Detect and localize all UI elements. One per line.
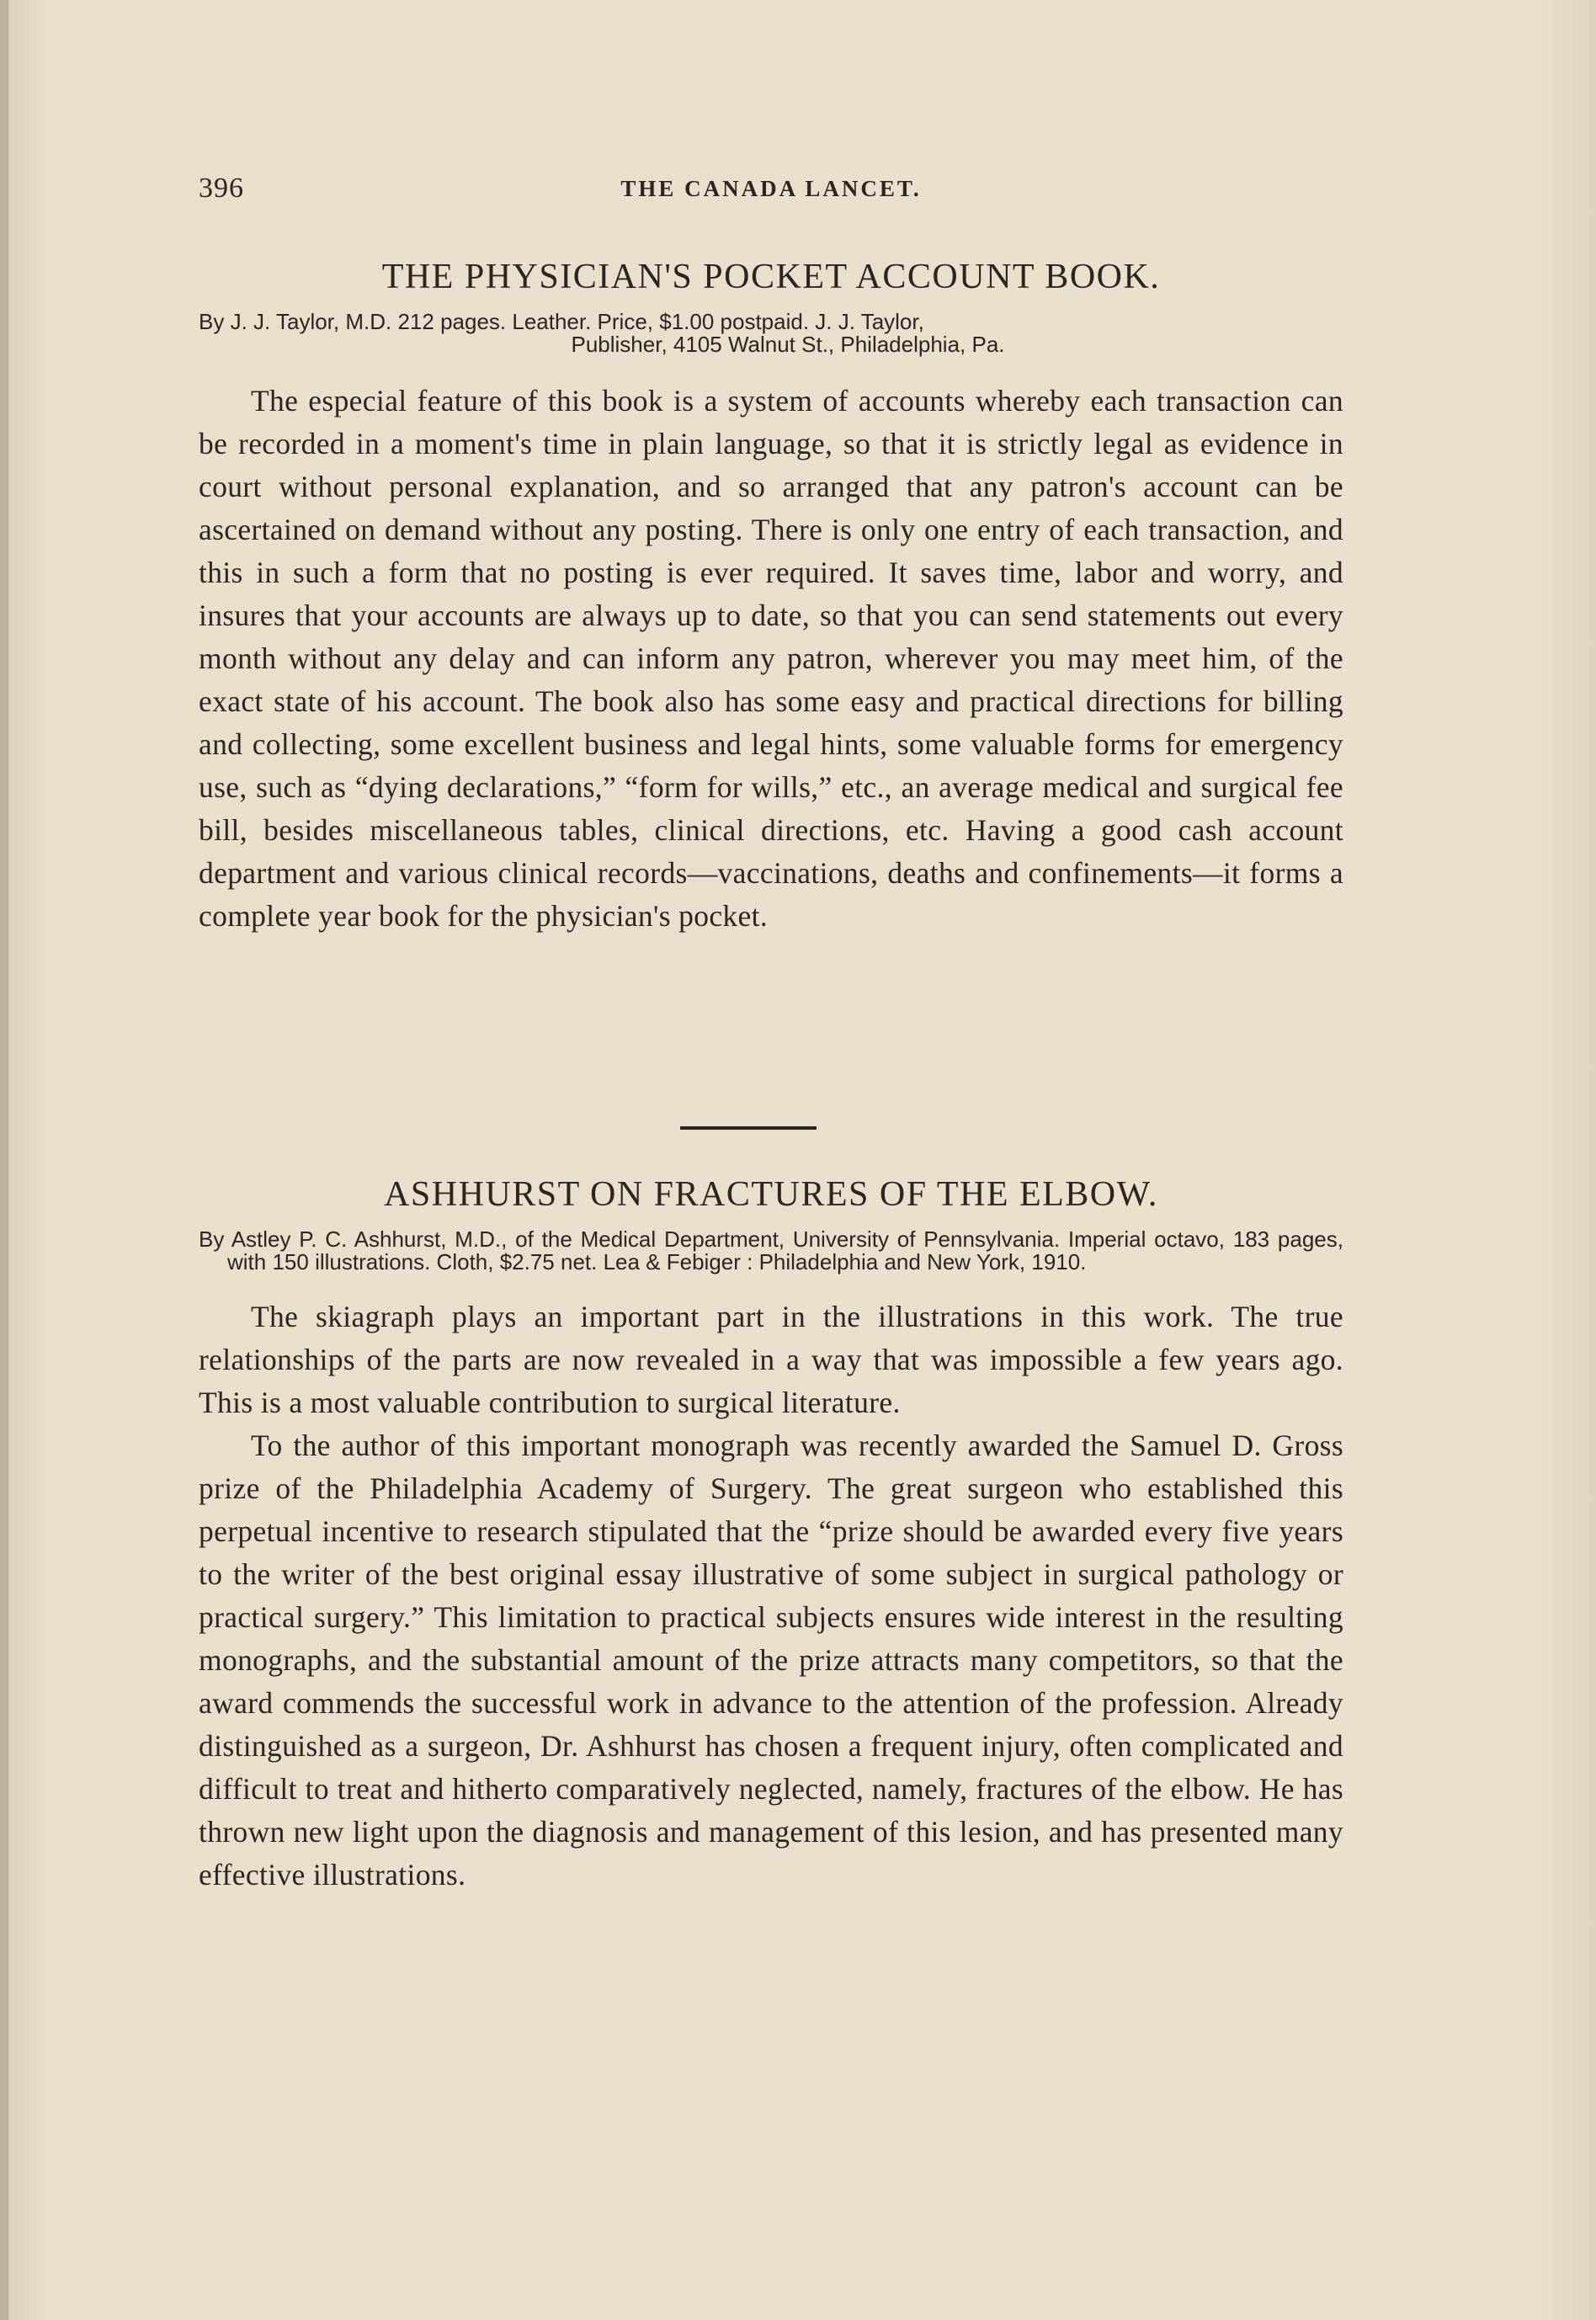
page-header	[199, 173, 1343, 206]
review-fractures-of-elbow	[199, 1174, 1343, 1897]
running-head: THE CANADA LANCET.	[620, 176, 922, 201]
section-divider	[680, 1126, 817, 1130]
page-number: 396	[199, 173, 244, 204]
review-title: THE PHYSICIAN'S POCKET ACCOUNT BOOK.	[381, 258, 1161, 296]
review-pocket-account-book	[199, 257, 1343, 938]
review-byline: By Astley P. C. Ashhurst, M.D., of the Medical Department, University of Pennsylvania. Imperial octavo, 183 pages, with 150 illustrations. Cloth, $2.75 net. Lea & Febiger : Philadelphia and New York, 1910.	[199, 1227, 1343, 1274]
review-paragraph: The especial feature of this book is a system of accounts whereby each transaction can be recorded in a moment's time in plain language, so that it is strictly legal as evidence in court without personal explanation, and so arranged that any patron's account can be ascertained on demand without any posting. There is only one entry of each transaction, and this in such a form that no posting is ever required. It saves time, labor and worry, and insures that your accounts are always up to date, so that you can send statements out every month without any delay and can inform any patron, wherever you may meet him, of the exact state of his account. The book also has some easy and practical directions for billing and collecting, some excellent business and legal hints, some valuable forms for emergency use, such as “dying declarations,” “form for wills,” etc., an average medical and surgical fee bill, besides miscellaneous tables, clinical directions, etc. Having a good cash account department and various clinical records—vaccinations, deaths and confinements—it forms a complete year book for the physician's pocket.	[199, 384, 1343, 933]
review-title: ASHHURST ON FRACTURES OF THE ELBOW.	[384, 1175, 1158, 1214]
byline-line: Publisher, 4105 Walnut St., Philadelphia, Pa.	[571, 332, 1005, 357]
page-gutter	[0, 0, 8, 2320]
review-paragraph: To the author of this important monograph was recently awarded the Samuel D. Gross prize of the Philadelphia Academy of Surgery. The great surgeon who established this perpetual incentive to research stipulated that the “prize should be awarded every five years to the writer of the best original essay illustrative of some subject in surgical pathology or practical surgery.” This limitation to practical subjects ensures wide interest in the resulting monographs, and the substantial amount of the prize attracts many competitors, so that the award commends the successful work in advance to the attention of the profession. Already distinguished as a surgeon, Dr. Ashhurst has chosen a frequent injury, often complicated and difficult to treat and hitherto comparatively neglected, namely, fractures of the elbow. He has thrown new light upon the diagnosis and management of this lesion, and has presented many effective illustrations.	[199, 1429, 1343, 1892]
review-byline	[199, 311, 1343, 356]
review-paragraph: The skiagraph plays an important part in the illustrations in this work. The true relationships of the parts are now revealed in a way that was impossible a few years ago. This is a most valuable contribution to surgical literature.	[199, 1300, 1343, 1419]
byline-line: By J. J. Taylor, M.D. 212 pages. Leather. Price, $1.00 postpaid. J. J. Taylor,	[199, 309, 924, 334]
